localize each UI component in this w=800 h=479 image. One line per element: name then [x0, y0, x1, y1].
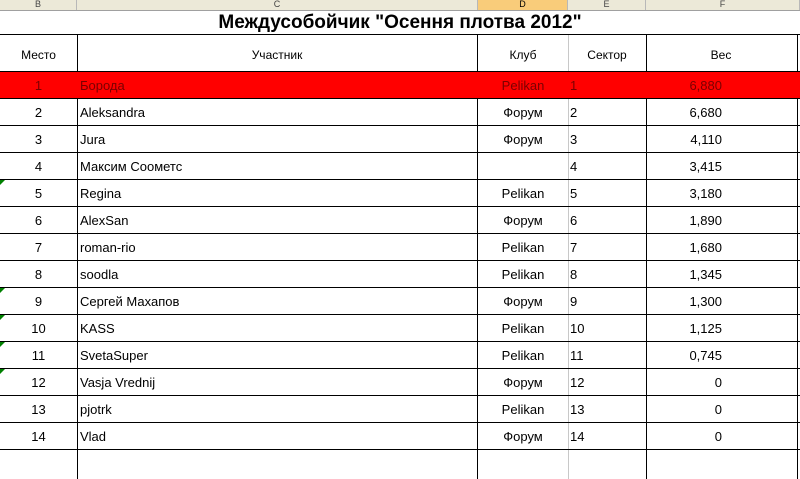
- place-cell[interactable]: 12: [31, 375, 46, 390]
- weight-cell[interactable]: 3,415: [689, 159, 722, 174]
- place-cell[interactable]: 5: [34, 186, 43, 201]
- club-cell[interactable]: Pelikan: [501, 267, 545, 282]
- table-row: [0, 396, 800, 423]
- weight-cell[interactable]: 3,180: [689, 186, 722, 201]
- weight-cell[interactable]: 0: [714, 375, 722, 390]
- weight-cell[interactable]: 1,890: [689, 213, 722, 228]
- place-cell[interactable]: 3: [34, 132, 43, 147]
- header-participant[interactable]: Участник: [251, 48, 303, 62]
- table-row: [0, 315, 800, 342]
- club-cell[interactable]: Pelikan: [501, 321, 545, 336]
- column-header-b[interactable]: B: [0, 0, 77, 10]
- sector-cell[interactable]: 6: [570, 213, 578, 228]
- table-row: [0, 234, 800, 261]
- sector-cell[interactable]: 3: [570, 132, 578, 147]
- column-header-bar: [0, 0, 800, 11]
- header-weight[interactable]: Вес: [710, 48, 732, 62]
- place-cell[interactable]: 14: [31, 429, 46, 444]
- column-header-f[interactable]: F: [646, 0, 800, 10]
- place-cell[interactable]: 6: [34, 213, 43, 228]
- weight-cell[interactable]: 0: [714, 429, 722, 444]
- table-row: [0, 369, 800, 396]
- table-row: [0, 342, 800, 369]
- weight-cell[interactable]: 0,745: [689, 348, 722, 363]
- weight-cell[interactable]: 4,110: [690, 132, 722, 147]
- place-cell[interactable]: 11: [31, 348, 46, 363]
- club-cell[interactable]: [478, 153, 568, 179]
- club-cell[interactable]: Pelikan: [501, 186, 545, 201]
- participant-cell[interactable]: KASS: [80, 321, 115, 336]
- comment-indicator-icon: [0, 369, 5, 374]
- column-header-d[interactable]: D: [478, 0, 568, 10]
- club-cell[interactable]: Форум: [503, 132, 543, 147]
- place-cell[interactable]: 9: [34, 294, 43, 309]
- place-cell[interactable]: 2: [34, 105, 43, 120]
- comment-indicator-icon: [0, 342, 5, 347]
- club-cell[interactable]: Форум: [503, 213, 543, 228]
- sector-cell[interactable]: 10: [570, 321, 585, 336]
- club-cell[interactable]: Pelikan: [501, 348, 545, 363]
- table-row: [0, 153, 800, 180]
- participant-cell[interactable]: SvetaSuper: [80, 348, 148, 363]
- club-cell[interactable]: Pelikan: [501, 402, 545, 417]
- club-cell[interactable]: Форум: [503, 375, 543, 390]
- participant-cell[interactable]: Борода: [80, 78, 125, 93]
- table-row: [0, 72, 800, 99]
- table-row: [0, 126, 800, 153]
- weight-cell[interactable]: 1,300: [689, 294, 722, 309]
- participant-cell[interactable]: roman-rio: [80, 240, 136, 255]
- table-row: [0, 180, 800, 207]
- club-cell[interactable]: Форум: [503, 294, 543, 309]
- place-cell[interactable]: 8: [34, 267, 43, 282]
- participant-cell[interactable]: pjotrk: [80, 402, 112, 417]
- sector-cell[interactable]: 8: [570, 267, 578, 282]
- place-cell[interactable]: 1: [34, 78, 43, 93]
- sector-cell[interactable]: 2: [570, 105, 578, 120]
- header-sector[interactable]: Сектор: [587, 48, 627, 62]
- sector-cell[interactable]: 5: [570, 186, 578, 201]
- table-row: [0, 207, 800, 234]
- sector-cell[interactable]: 4: [570, 159, 578, 174]
- participant-cell[interactable]: Сергей Махапов: [80, 294, 180, 309]
- sheet-title[interactable]: Междусобойчик "Осення плотва 2012": [218, 12, 582, 33]
- weight-cell[interactable]: 1,680: [689, 240, 722, 255]
- comment-indicator-icon: [0, 315, 5, 320]
- participant-cell[interactable]: AlexSan: [80, 213, 129, 228]
- club-cell[interactable]: Форум: [503, 105, 543, 120]
- participant-cell[interactable]: Aleksandra: [80, 105, 146, 120]
- table-row: [0, 423, 800, 450]
- table-row: [0, 288, 800, 315]
- table-row: [0, 261, 800, 288]
- comment-indicator-icon: [0, 180, 5, 185]
- sector-cell[interactable]: 11: [570, 348, 584, 363]
- sector-cell[interactable]: 13: [570, 402, 585, 417]
- sector-cell[interactable]: 7: [570, 240, 578, 255]
- weight-cell[interactable]: 6,680: [689, 105, 722, 120]
- sector-cell[interactable]: 9: [570, 294, 578, 309]
- participant-cell[interactable]: Jura: [80, 132, 106, 147]
- weight-cell[interactable]: 0: [714, 402, 722, 417]
- weight-cell[interactable]: 1,345: [689, 267, 722, 282]
- sector-cell[interactable]: 14: [570, 429, 585, 444]
- participant-cell[interactable]: Regina: [80, 186, 122, 201]
- club-cell[interactable]: Pelikan: [501, 240, 545, 255]
- sector-cell[interactable]: 12: [570, 375, 585, 390]
- weight-cell[interactable]: 1,125: [689, 321, 722, 336]
- place-cell[interactable]: 4: [34, 159, 43, 174]
- column-header-e[interactable]: E: [568, 0, 646, 10]
- place-cell[interactable]: 13: [31, 402, 46, 417]
- header-place[interactable]: Место: [21, 48, 56, 62]
- sector-cell[interactable]: 1: [570, 78, 578, 93]
- weight-cell[interactable]: 6,880: [689, 78, 722, 93]
- column-header-c[interactable]: C: [77, 0, 478, 10]
- participant-cell[interactable]: Vasja Vrednij: [80, 375, 156, 390]
- club-cell[interactable]: Pelikan: [501, 78, 545, 93]
- place-cell[interactable]: 10: [31, 321, 46, 336]
- participant-cell[interactable]: Максим Соометс: [80, 159, 183, 174]
- comment-indicator-icon: [0, 288, 5, 293]
- club-cell[interactable]: Форум: [503, 429, 543, 444]
- table-header-row: [0, 34, 800, 72]
- header-club[interactable]: Клуб: [509, 48, 537, 62]
- participant-cell[interactable]: Vlad: [80, 429, 107, 444]
- place-cell[interactable]: 7: [34, 240, 43, 255]
- participant-cell[interactable]: soodla: [80, 267, 119, 282]
- table-row: [0, 99, 800, 126]
